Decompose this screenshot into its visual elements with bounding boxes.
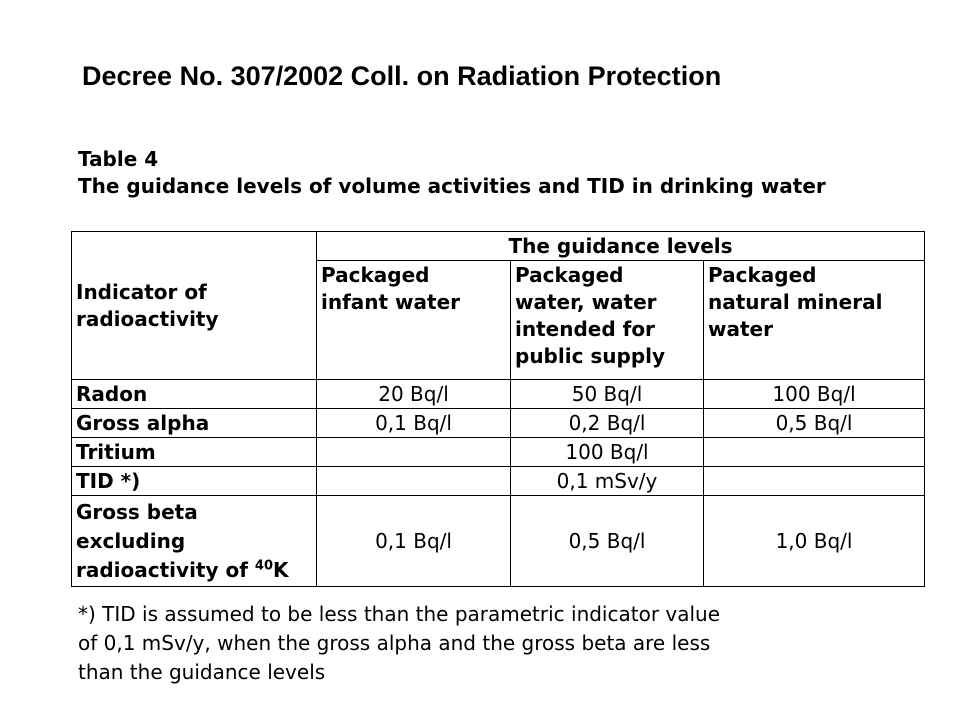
table-cell: 0,2 Bq/l xyxy=(511,409,704,438)
guidance-levels-header: The guidance levels xyxy=(317,232,925,261)
row-label: Tritium xyxy=(72,438,317,467)
header-line: water, water xyxy=(515,290,657,314)
table-cell xyxy=(317,467,511,496)
table-row-gross-alpha xyxy=(72,409,925,438)
column-header-mineral-water xyxy=(704,261,925,380)
footnote-line: of 0,1 mSv/y, when the gross alpha and the gross beta are less xyxy=(78,631,711,655)
table-cell: 0,5 Bq/l xyxy=(511,496,704,587)
table-cell: 100 Bq/l xyxy=(704,380,925,409)
row-label: Radon xyxy=(72,380,317,409)
row-label xyxy=(72,496,317,587)
header-line: water xyxy=(708,317,773,341)
table-description: The guidance levels of volume activities and TID in drinking water xyxy=(78,174,826,198)
row-label-line: Gross beta xyxy=(76,500,198,524)
indicator-header-line: radioactivity xyxy=(76,306,219,331)
table-cell xyxy=(704,467,925,496)
row-label-line xyxy=(76,556,312,585)
header-line: Packaged xyxy=(321,263,430,287)
row-label: Gross alpha xyxy=(72,409,317,438)
table-number: Table 4 xyxy=(78,147,159,171)
table-cell: 50 Bq/l xyxy=(511,380,704,409)
table-cell xyxy=(704,438,925,467)
guidance-levels-table xyxy=(71,231,925,587)
row-label-line: excluding xyxy=(76,529,186,553)
table-row-tid xyxy=(72,467,925,496)
table-row-gross-beta xyxy=(72,496,925,587)
row-label: TID *) xyxy=(72,467,317,496)
table-footnote xyxy=(78,600,720,687)
table-row-radon xyxy=(72,380,925,409)
header-line: natural mineral xyxy=(708,290,883,314)
header-line: Packaged xyxy=(515,263,624,287)
column-header-infant-water xyxy=(317,261,511,380)
column-header-public-supply xyxy=(511,261,704,380)
table-cell: 20 Bq/l xyxy=(317,380,511,409)
table-cell: 0,5 Bq/l xyxy=(704,409,925,438)
header-line: infant water xyxy=(321,290,461,314)
footnote-line: than the guidance levels xyxy=(78,660,326,684)
table-cell: 0,1 Bq/l xyxy=(317,496,511,587)
indicator-header-line: Indicator of xyxy=(76,279,207,304)
table-row-tritium xyxy=(72,438,925,467)
isotope-symbol: K xyxy=(273,558,289,582)
table-header-row xyxy=(72,232,925,261)
header-line: Packaged xyxy=(708,263,817,287)
table-cell: 100 Bq/l xyxy=(511,438,704,467)
table-cell xyxy=(317,438,511,467)
isotope-mass-number: 40 xyxy=(254,558,273,574)
row-label-text: radioactivity of xyxy=(76,558,255,582)
table-cell: 0,1 mSv/y xyxy=(511,467,704,496)
table-cell: 1,0 Bq/l xyxy=(704,496,925,587)
indicator-column-header xyxy=(72,232,317,380)
header-line: intended for xyxy=(515,317,655,341)
header-line: public supply xyxy=(515,344,666,368)
table-caption xyxy=(78,146,826,200)
slide-title: Decree No. 307/2002 Coll. on Radiation Protection xyxy=(82,61,722,91)
footnote-line: *) TID is assumed to be less than the parametric indicator value xyxy=(78,602,721,626)
table-cell: 0,1 Bq/l xyxy=(317,409,511,438)
